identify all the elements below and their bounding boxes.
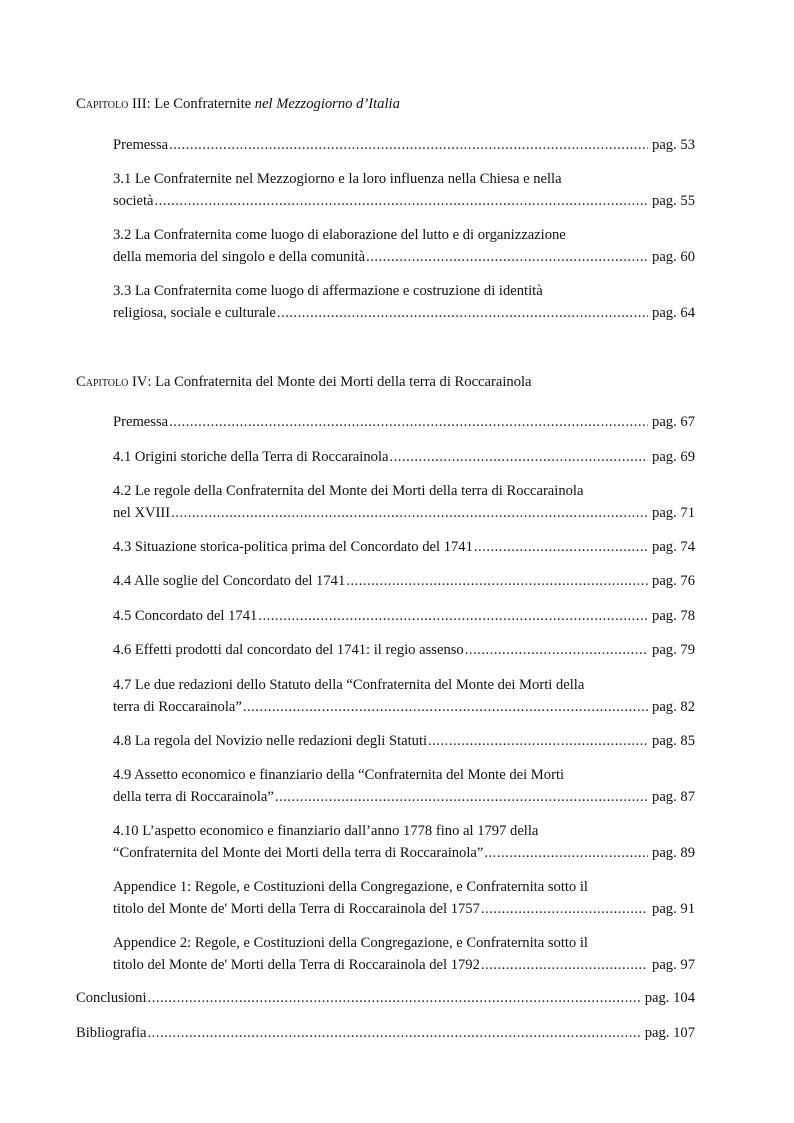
toc-entry[interactable] xyxy=(113,411,695,433)
toc-entry[interactable] xyxy=(113,446,695,468)
toc-entry-title: 3.1 Le Confraternite nel Mezzogiorno e la loro influenza nella Chiesa e nella xyxy=(113,171,562,187)
page-number: pag. 91 xyxy=(652,901,695,917)
toc-entry[interactable] xyxy=(113,480,695,524)
page-number: pag. 104 xyxy=(644,990,695,1006)
toc-entry[interactable] xyxy=(113,168,695,212)
dot-leader xyxy=(258,605,648,627)
dot-leader xyxy=(465,639,648,661)
page-number: pag. 55 xyxy=(652,193,695,209)
page-number: pag. 69 xyxy=(652,449,695,465)
toc-entry-title: 3.3 La Confraternita come luogo di affermazione e costruzione di identità xyxy=(113,283,543,299)
page-number: pag. 82 xyxy=(652,699,695,715)
chapter-title: : La Confraternita del Monte dei Morti della terra di Roccarainola xyxy=(147,374,532,390)
chapter-label: Capitolo III xyxy=(76,96,147,112)
toc-entry[interactable] xyxy=(113,570,695,592)
chapter-title-italic: nel Mezzogiorno d’Italia xyxy=(254,96,400,112)
toc-entry[interactable] xyxy=(113,224,695,268)
dot-leader xyxy=(390,446,649,468)
toc-entry-title: 4.1 Origini storiche della Terra di Roccarainola xyxy=(113,449,389,465)
toc-entry[interactable] xyxy=(113,639,695,661)
toc-entry-title: 4.7 Le due redazioni dello Statuto della “Confraternita del Monte dei Morti della xyxy=(113,677,585,693)
dot-leader xyxy=(148,987,641,1009)
page-number: pag. 67 xyxy=(652,414,695,430)
toc-entry-title-cont: nel XVIII xyxy=(113,505,171,521)
toc-entry-title: Appendice 1: Regole, e Costituzioni della Congregazione, e Confraternita sotto il xyxy=(113,879,588,895)
dot-leader xyxy=(484,842,648,864)
toc-entry-title: Premessa xyxy=(113,137,169,153)
dot-leader xyxy=(155,190,649,212)
toc-entry[interactable] xyxy=(113,674,695,718)
toc-entry-title-cont: religiosa, sociale e culturale xyxy=(113,305,276,321)
toc-entry-title-cont: società xyxy=(113,193,154,209)
dot-leader xyxy=(366,246,648,268)
toc-entry[interactable] xyxy=(113,536,695,558)
page-number: pag. 87 xyxy=(652,789,695,805)
toc-entry[interactable] xyxy=(113,605,695,627)
toc-entry[interactable] xyxy=(113,280,695,324)
toc-entry-title-cont: della memoria del singolo e della comunità xyxy=(113,249,366,265)
dot-leader xyxy=(169,411,648,433)
toc-entry-title: 4.4 Alle soglie del Concordato del 1741 xyxy=(113,573,346,589)
toc-entry-title-cont: titolo del Monte de' Morti della Terra di Roccarainola del 1792 xyxy=(113,957,480,973)
toc-entry-title: 4.3 Situazione storica-politica prima del Concordato del 1741 xyxy=(113,539,473,555)
toc-entry[interactable] xyxy=(113,820,695,864)
dot-leader xyxy=(243,696,648,718)
toc-entry-title: Bibliografia xyxy=(76,1025,147,1041)
page-number: pag. 64 xyxy=(652,305,695,321)
dot-leader xyxy=(346,570,648,592)
toc-entry-title: 4.9 Assetto economico e finanziario della “Confraternita del Monte dei Morti xyxy=(113,767,565,783)
toc-entry-title-cont: della terra di Roccarainola” xyxy=(113,789,274,805)
dot-leader xyxy=(277,302,648,324)
chapter-heading xyxy=(76,94,400,114)
page-number: pag. 97 xyxy=(652,957,695,973)
toc-entry-title-cont: titolo del Monte de' Morti della Terra di Roccarainola del 1757 xyxy=(113,901,480,917)
page-number: pag. 78 xyxy=(652,608,695,624)
chapter-title: : Le Confraternite xyxy=(146,96,255,112)
toc-entry[interactable] xyxy=(113,932,695,976)
toc-entry-title: 4.5 Concordato del 1741 xyxy=(113,608,258,624)
page-number: pag. 74 xyxy=(652,539,695,555)
dot-leader xyxy=(474,536,648,558)
toc-entry[interactable] xyxy=(113,730,695,752)
dot-leader xyxy=(169,134,648,156)
page-number: pag. 76 xyxy=(652,573,695,589)
dot-leader xyxy=(428,730,648,752)
toc-entry[interactable] xyxy=(113,876,695,920)
chapter-label: Capitolo IV xyxy=(76,374,148,390)
toc-page xyxy=(76,0,696,1123)
dot-leader xyxy=(481,954,648,976)
toc-entry-title: Appendice 2: Regole, e Costituzioni della Congregazione, e Confraternita sotto il xyxy=(113,935,588,951)
dot-leader xyxy=(275,786,648,808)
toc-entry-title: 3.2 La Confraternita come luogo di elaborazione del lutto e di organizzazione xyxy=(113,227,566,243)
toc-entry-title-cont: terra di Roccarainola” xyxy=(113,699,242,715)
page-number: pag. 60 xyxy=(652,249,695,265)
toc-entry-title: 4.10 L’aspetto economico e finanziario dall’anno 1778 fino al 1797 della xyxy=(113,823,539,839)
page-number: pag. 53 xyxy=(652,137,695,153)
page-number: pag. 107 xyxy=(644,1025,695,1041)
toc-entry[interactable] xyxy=(76,1022,695,1044)
toc-entry[interactable] xyxy=(113,764,695,808)
toc-entry-title: 4.6 Effetti prodotti dal concordato del 1741: il regio assenso xyxy=(113,642,464,658)
toc-entry[interactable] xyxy=(76,987,695,1009)
toc-entry-title: Premessa xyxy=(113,414,169,430)
dot-leader xyxy=(481,898,648,920)
page-number: pag. 79 xyxy=(652,642,695,658)
page-number: pag. 89 xyxy=(652,845,695,861)
toc-entry-title: Conclusioni xyxy=(76,990,147,1006)
toc-entry-title-cont: “Confraternita del Monte dei Morti della terra di Roccarainola” xyxy=(113,845,484,861)
toc-entry[interactable] xyxy=(113,134,695,156)
dot-leader xyxy=(148,1022,641,1044)
toc-entry-title: 4.2 Le regole della Confraternita del Monte dei Morti della terra di Roccarainola xyxy=(113,483,584,499)
page-number: pag. 71 xyxy=(652,505,695,521)
page-number: pag. 85 xyxy=(652,733,695,749)
toc-entry-title: 4.8 La regola del Novizio nelle redazioni degli Statuti xyxy=(113,733,428,749)
chapter-heading xyxy=(76,372,532,392)
dot-leader xyxy=(171,502,648,524)
